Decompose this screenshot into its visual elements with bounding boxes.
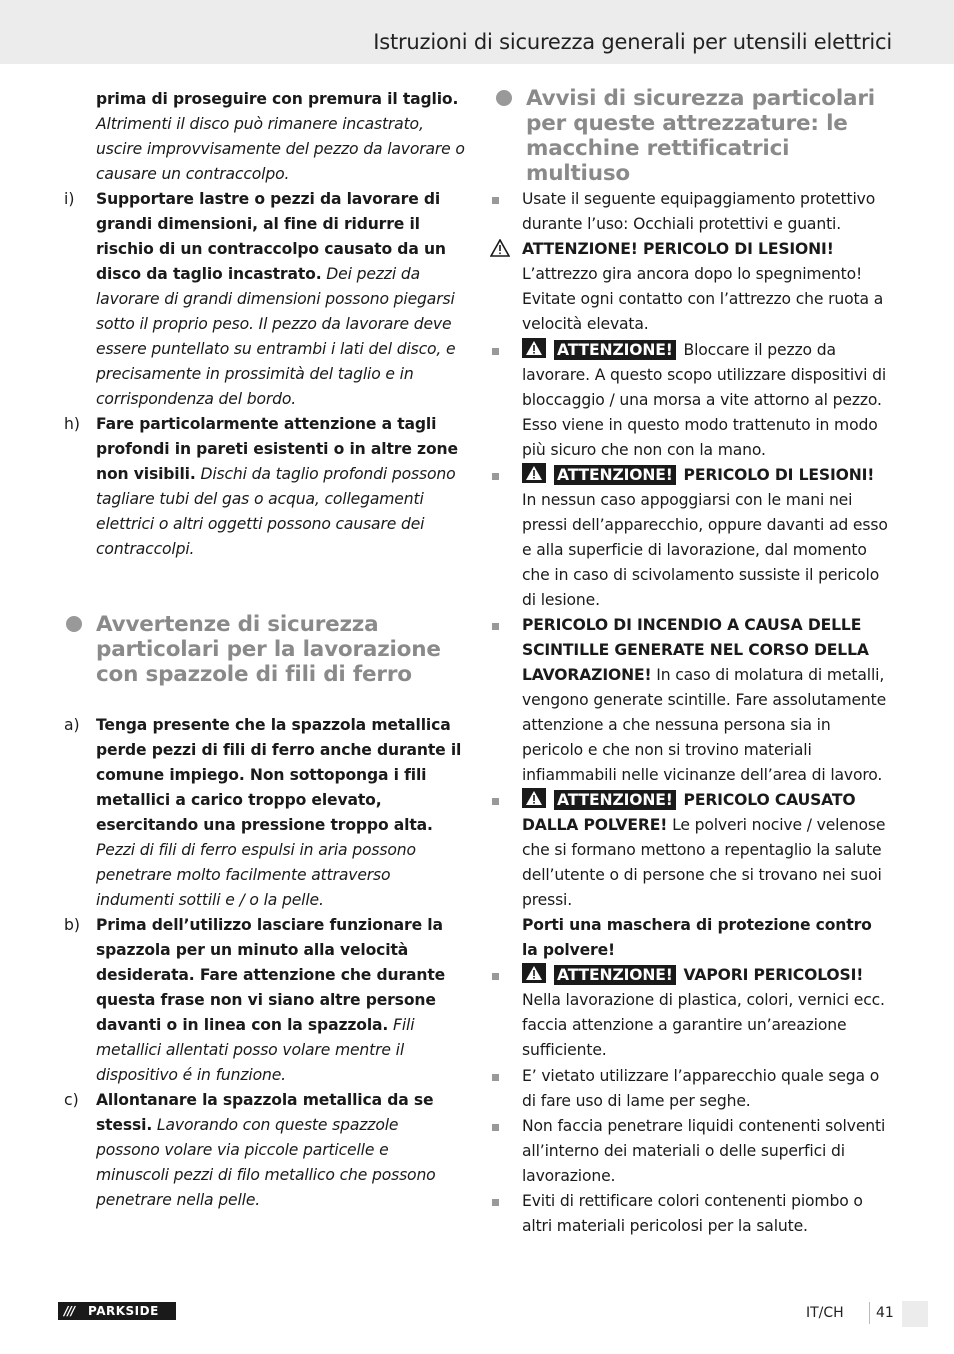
item-a: Tenga presente che la spazzola metallica perde pezzi di fili di ferro anche durante il comune impiego. Non sottoponga i fili metallici a carico troppo elevato, esercitando una pressione troppo alta. Pezzi di fili di ferro espulsi in aria possono penetrare molto facilmente attraverso indumenti sottili e / o la pelle. bbox=[96, 716, 462, 909]
item-marker: b) bbox=[64, 916, 80, 934]
section-heading: Avvertenze di sicurezza particolari per la lavorazione con spazzole di fili di ferro bbox=[96, 612, 441, 687]
square-bullet-icon bbox=[492, 197, 499, 204]
square-bullet-icon bbox=[492, 1124, 499, 1131]
square-bullet-icon bbox=[492, 1199, 499, 1206]
warning-icon bbox=[522, 963, 546, 983]
parkside-logo: /// PARKSIDE bbox=[58, 1302, 176, 1320]
bullet-1: Usate il seguente equipaggiamento protettivo durante l’uso: Occhiali protettivi e guanti. bbox=[522, 190, 876, 233]
bullet-4: PERICOLO DI INCENDIO A CAUSA DELLE SCINTILLE GENERATE NEL CORSO DELLA LAVORAZIONE! In caso di molatura di metalli, vengono generate scintille. Fare assolutamente attenzione a che nessuna persona sia in pericolo e che non si trovino materiali infiammabili nelle vicinanze dell’area di lavoro. bbox=[522, 616, 887, 784]
bullet-2: ATTENZIONE! Bloccare il pezzo da lavorare. A questo scopo utilizzare dispositivi di bloccaggio / una morsa a vite attorno al pezzo. Esso viene in questo modo trattenuto in modo più sicuro che non con la mano. bbox=[522, 338, 892, 463]
square-bullet-icon bbox=[492, 473, 499, 480]
bullet-7: E’ vietato utilizzare l’apparecchio quale sega o di fare uso di lame per seghe. bbox=[522, 1067, 880, 1110]
item-marker: i) bbox=[64, 190, 75, 208]
item-marker: h) bbox=[64, 415, 80, 433]
item-c: Allontanare la spazzola metallica da se stessi. Lavorando con queste spazzole possono volare via piccole particelle e minuscoli pezzi di filo metallico che possono penetrare nella pelle. bbox=[96, 1091, 436, 1209]
bullet-9: Eviti di rettificare colori contenenti piombo o altri materiali pericolosi per la salute. bbox=[522, 1192, 863, 1235]
heading-bullet-icon bbox=[66, 616, 82, 632]
attention-label: ATTENZIONE! bbox=[554, 465, 676, 485]
warning-1: ATTENZIONE! PERICOLO DI LESIONI! L’attrezzo gira ancora dopo lo spegnimento! Evitate ogni contatto con l’attrezzo che ruota a velocità elevata. bbox=[522, 240, 884, 333]
bullet-6: ATTENZIONE! VAPORI PERICOLOSI! Nella lavorazione di plastica, colori, vernici ecc. faccia attenzione a garantire un’areazione sufficiente. bbox=[522, 963, 892, 1063]
item-marker: c) bbox=[64, 1091, 79, 1109]
footer-tab bbox=[902, 1301, 928, 1327]
section-heading: Avvisi di sicurezza particolari per queste attrezzature: le macchine rettificatrici multiuso bbox=[526, 86, 875, 186]
paragraph-continuation: prima di proseguire con premura il taglio. Altrimenti il disco può rimanere incastrato, uscire improvvisamente del pezzo da lavorare o causare un contraccolpo. bbox=[96, 90, 465, 183]
bullet-5: ATTENZIONE! PERICOLO CAUSATO DALLA POLVERE! Le polveri nocive / velenose che si formano mettono a repentaglio la salute dell’utente o di persone che si trovano nei suoi pressi. Porti una maschera di protezione contro la polvere! bbox=[522, 788, 892, 963]
square-bullet-icon bbox=[492, 348, 499, 355]
page-title: Istruzioni di sicurezza generali per utensili elettrici bbox=[373, 30, 892, 54]
language-code: IT/CH bbox=[806, 1305, 844, 1321]
square-bullet-icon bbox=[492, 623, 499, 630]
attention-label: ATTENZIONE! bbox=[554, 965, 676, 985]
heading-bullet-icon bbox=[496, 90, 512, 106]
square-bullet-icon bbox=[492, 1074, 499, 1081]
warning-icon bbox=[522, 788, 546, 808]
square-bullet-icon bbox=[492, 973, 499, 980]
warning-icon bbox=[522, 338, 546, 358]
item-i: Supportare lastre o pezzi da lavorare di grandi dimensioni, al fine di ridurre il rischio di un contraccolpo causato da un disco da taglio incastrato. Dei pezzi da lavorare di grandi dimensioni possono piegarsi sotto il proprio peso. Il pezzo da lavorare deve essere puntellato su entrambi i lati del disco, e precisamente in prossimità del taglio e in corrispondenza del bordo. bbox=[96, 190, 456, 408]
item-h: Fare particolarmente attenzione a tagli profondi in pareti esistenti o in altre zone non visibili. Dischi da taglio profondi possono tagliare tubi del gas o acqua, collegamenti elettrici o altri oggetti possono causare dei contraccolpi. bbox=[96, 415, 458, 558]
bullet-3: ATTENZIONE! PERICOLO DI LESIONI! In nessun caso appoggiarsi con le mani nei pressi dell’apparecchio, oppure davanti ad esso e alla superficie di lavorazione, dal momento che in caso di scivolamento sussiste il pericolo di lesione. bbox=[522, 463, 892, 613]
bullet-8: Non faccia penetrare liquidi contenenti solventi all’interno dei materiali o delle superfici di lavorazione. bbox=[522, 1117, 886, 1185]
warning-triangle-icon bbox=[490, 239, 510, 257]
item-b: Prima dell’utilizzo lasciare funzionare la spazzola per un minuto alla velocità desiderata. Fare attenzione che durante questa frase non vi siano altre persone davanti o in linea con la spazzola. Fili metallici allentati posso volare mentre il dispositivo é in funzione. bbox=[96, 916, 446, 1084]
item-marker: a) bbox=[64, 716, 80, 734]
attention-label: ATTENZIONE! bbox=[554, 790, 676, 810]
square-bullet-icon bbox=[492, 798, 499, 805]
footer-divider bbox=[869, 1302, 870, 1324]
warning-icon bbox=[522, 463, 546, 483]
attention-label: ATTENZIONE! bbox=[554, 340, 676, 360]
page-number: 41 bbox=[876, 1305, 894, 1321]
page-header bbox=[0, 0, 954, 64]
